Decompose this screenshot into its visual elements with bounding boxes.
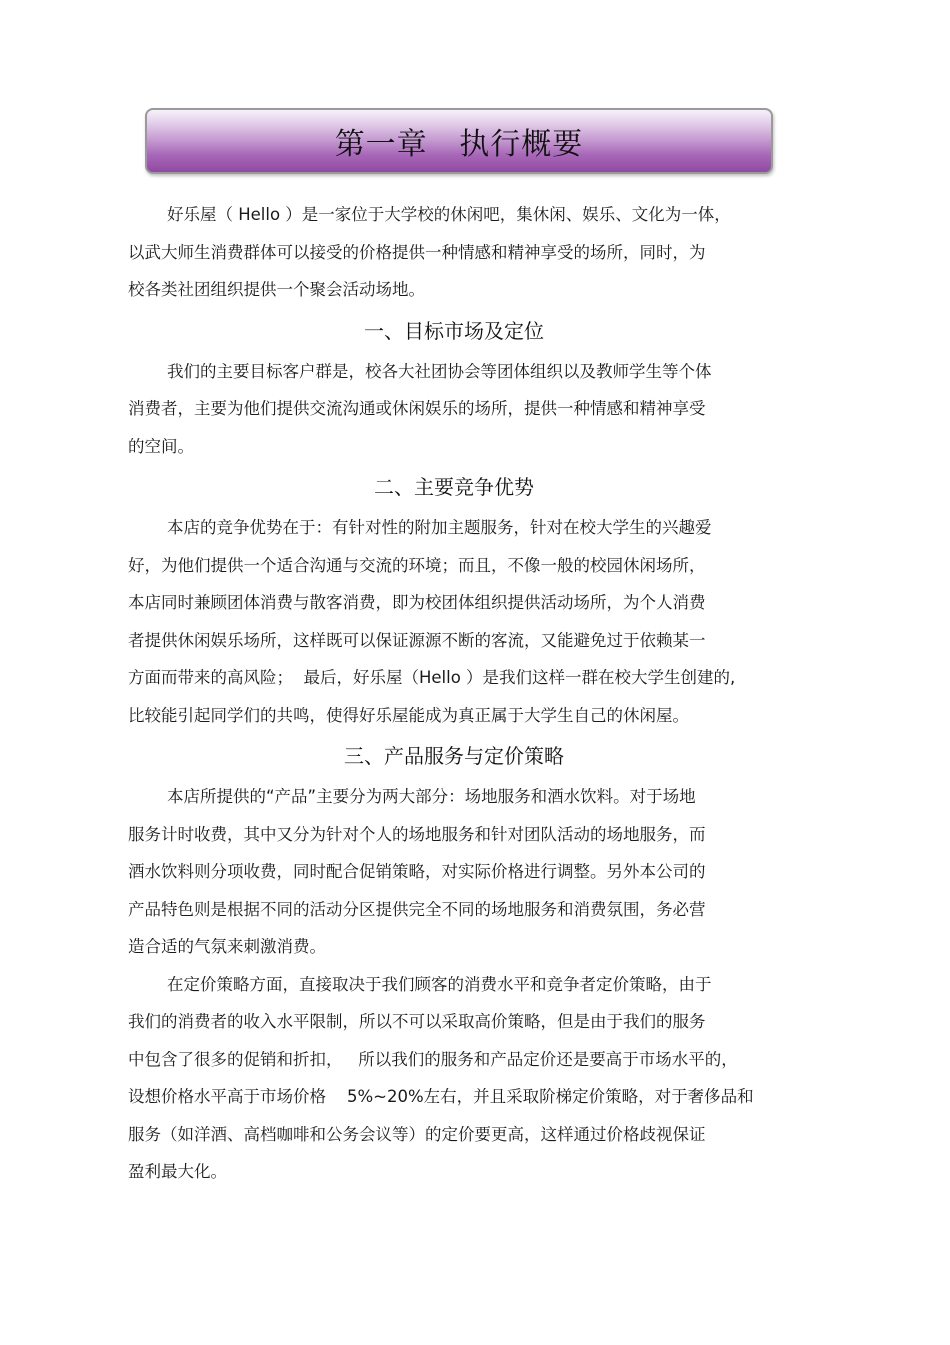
paragraph-line: 比较能引起同学们的共鸣，使得好乐屋能成为真正属于大学生自己的休闲屋。 <box>128 705 689 725</box>
section-heading-pricing-strategy: 三、产品服务与定价策略 <box>344 744 564 768</box>
competitive-advantage-paragraph <box>128 509 790 734</box>
paragraph-line: 造合适的气氛来刺激消费。 <box>128 937 326 956</box>
paragraph-line: 好乐屋（ Hello ）是一家位于大学校的休闲吧，集休闲、娱乐、文化为一体， <box>167 205 731 224</box>
paragraph-line: 好，为他们提供一个适合沟通与交流的环境；而且，不像一般的校园休闲场所， <box>128 555 706 575</box>
section-heading-competitive-advantage: 二、主要竞争优势 <box>374 475 534 499</box>
paragraph-line: 酒水饮料则分项收费，同时配合促销策略，对实际价格进行调整。另外本公司的 <box>128 862 706 881</box>
paragraph-line: 本店同时兼顾团体消费与散客消费，即为校团体组织提供活动场所，为个人消费 <box>128 593 706 612</box>
paragraph-line: 本店的竞争优势在于：有针对性的附加主题服务，针对在校大学生的兴趣爱 <box>167 518 712 537</box>
paragraph-line: 消费者，主要为他们提供交流沟通或休闲娱乐的场所，提供一种情感和精神享受 <box>128 399 706 418</box>
paragraph-line: 中包含了很多的促销和折扣， 所以我们的服务和产品定价还是要高于市场水平的， <box>128 1049 738 1069</box>
paragraph-line: 产品特色则是根据不同的活动分区提供完全不同的场地服务和消费氛围，务必营 <box>128 899 706 919</box>
paragraph-line: 我们的主要目标客户群是，校各大社团协会等团体组织以及教师学生等个体 <box>167 361 712 381</box>
chapter-title-banner <box>145 108 773 174</box>
paragraph-line: 的空间。 <box>128 436 194 456</box>
paragraph-line: 服务（如洋酒、高档咖啡和公务会议等）的定价要更高，这样通过价格歧视保证 <box>128 1124 706 1144</box>
pricing-paragraph <box>128 966 790 1191</box>
target-market-paragraph <box>128 353 790 466</box>
document-body <box>128 196 790 1191</box>
paragraph-line: 在定价策略方面，直接取决于我们顾客的消费水平和竞争者定价策略，由于 <box>167 974 712 994</box>
paragraph-line: 方面而带来的高风险； 最后，好乐屋（Hello ）是我们这样一群在校大学生创建的, <box>128 668 736 687</box>
chapter-title: 第一章 执行概要 <box>334 127 584 162</box>
product-service-paragraph <box>128 778 790 966</box>
paragraph-line: 以武大师生消费群体可以接受的价格提供一种情感和精神享受的场所，同时，为 <box>128 242 706 262</box>
section-heading-target-market: 一、目标市场及定位 <box>364 318 544 343</box>
paragraph-line: 服务计时收费，其中又分为针对个人的场地服务和针对团队活动的场地服务，而 <box>128 824 706 844</box>
paragraph-line: 设想价格水平高于市场价格 5%~20%左右，并且采取阶梯定价策略，对于奢侈品和 <box>128 1087 754 1106</box>
paragraph-line: 我们的消费者的收入水平限制，所以不可以采取高价策略，但是由于我们的服务 <box>128 1012 706 1031</box>
intro-paragraph <box>128 196 790 309</box>
paragraph-line: 者提供休闲娱乐场所，这样既可以保证源源不断的客流，又能避免过于依赖某一 <box>128 630 706 650</box>
paragraph-line: 盈利最大化。 <box>128 1162 227 1181</box>
paragraph-line: 本店所提供的“产品”主要分为两大部分：场地服务和酒水饮料。对于场地 <box>167 787 696 806</box>
paragraph-line: 校各类社团组织提供一个聚会活动场地。 <box>128 280 425 299</box>
